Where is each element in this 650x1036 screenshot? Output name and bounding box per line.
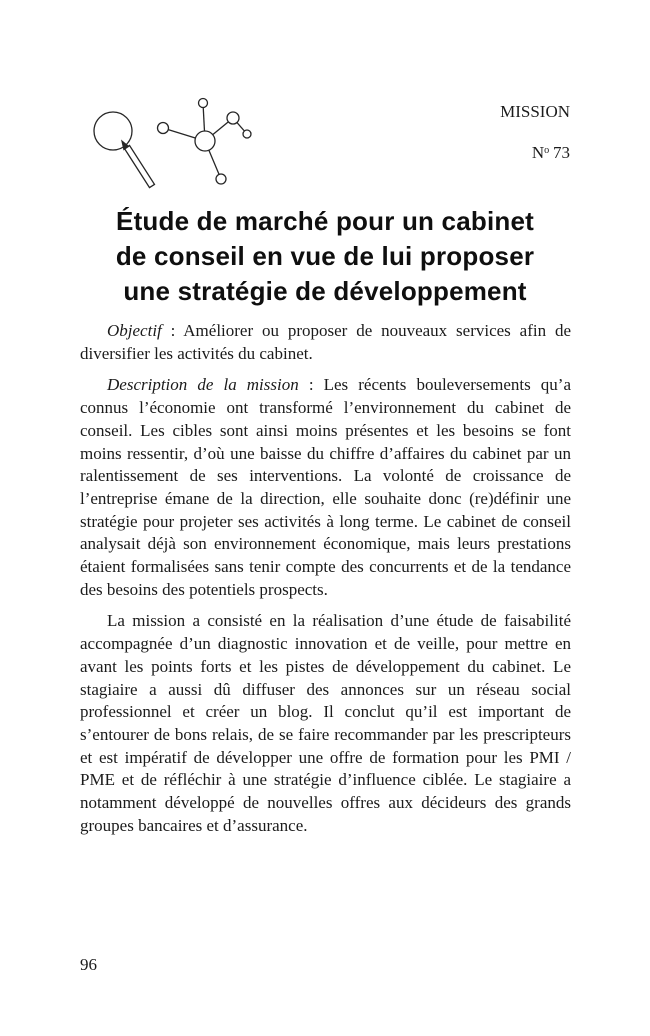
paragraph-description-text: : Les récents bouleversements qu’a connus l’économie ont transformé l’environnement du cabinet de conseil. Les cibles sont ainsi moins présentes et les besoins se font moins ressentir, d’où une baisse du chiffre d’affaires du cabinet par un ralentissement de ses interventions. La volonté de croissance de l’entreprise émane de la direction, elle souhaite donc (re)définir une stratégie pour projeter ses activités à long terme. Le cabinet de conseil analysait déjà son environnement économique, mais leurs prestations étaient formalisées sans tenir compte des concurrents et de la tendance des besoins des potentiels prospects.: [80, 375, 571, 599]
network-diagram-icon: [158, 99, 252, 185]
paragraph-mission-summary: [80, 610, 571, 837]
title-line-1: Étude de marché pour un cabinet: [116, 206, 534, 236]
paragraph-description-lead: Description de la mission: [107, 375, 299, 395]
title-line-3: une stratégie de développement: [123, 276, 527, 306]
paragraph-objectif-text: : Améliorer ou proposer de nouveaux services afin de diversifier les activités du cabinet.: [80, 321, 571, 363]
mission-number: [500, 142, 570, 164]
mission-number-prefix: N: [531, 143, 545, 162]
mission-number-sup: o: [544, 144, 550, 156]
magnifier-and-network-illustration: [85, 88, 260, 200]
title-line-2: de conseil en vue de lui proposer: [115, 241, 535, 271]
article-body: [80, 320, 571, 846]
mission-number-value: 73: [553, 143, 570, 162]
article-title: [0, 204, 650, 309]
paragraph-objectif: [80, 320, 571, 365]
mission-label: MISSION: [500, 102, 570, 121]
page-number: 96: [80, 955, 97, 974]
paragraph-description: [80, 374, 571, 601]
magnifier-icon: [94, 112, 155, 188]
paragraph-mission-summary-text: La mission a consisté en la réalisation d’une étude de faisabilité accompagnée d’un diagnostic innovation et de veille, pour mettre en avant les points forts et les pistes de développement du cabinet. Le stagiaire a aussi dû diffuser des annonces sur un réseau social professionnel et créer un blog. Il conclut qu’il est important de s’entourer de bons relais, de se faire recommander par les prescripteurs et est impératif de développer une offre de formation pour les PMI / PME et de réfléchir à une stratégie d’influence ciblée. Le stagiaire a notamment développé de nouvelles offres aux décideurs des grands groupes bancaires et d’assurance.: [80, 611, 571, 835]
running-head: [500, 101, 570, 164]
paragraph-objectif-lead: Objectif: [107, 321, 162, 340]
